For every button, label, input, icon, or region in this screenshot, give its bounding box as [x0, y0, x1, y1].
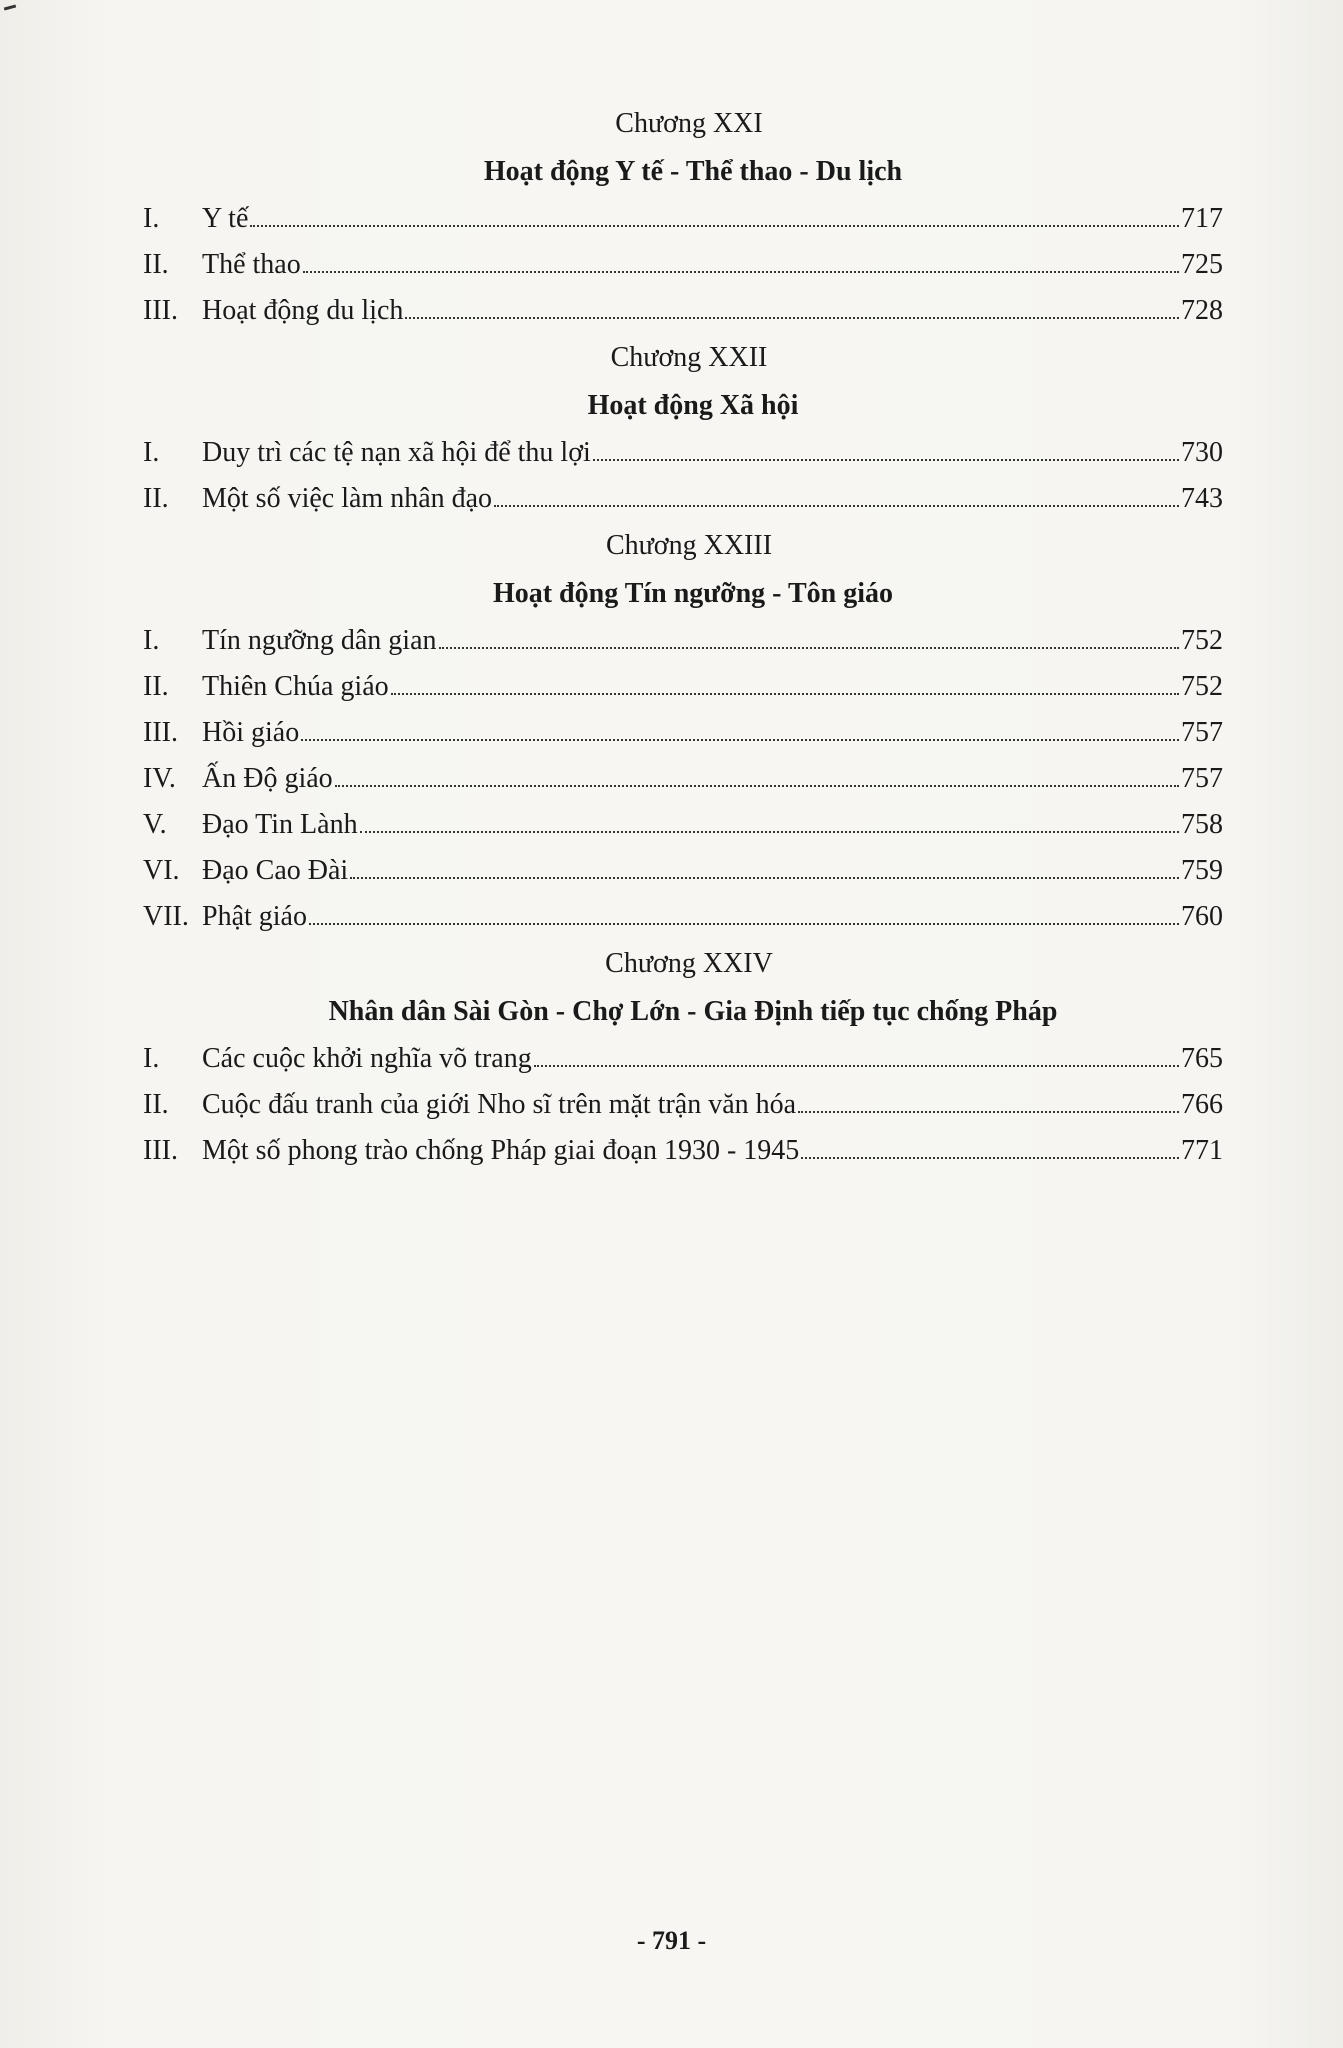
entry-page-number: 757 — [1181, 763, 1223, 794]
chapter-heading: Chương XXII — [610, 342, 768, 373]
entry-page-number: 752 — [1181, 625, 1223, 656]
entry-numeral: I. — [143, 203, 160, 234]
dot-leader — [593, 459, 1179, 461]
entry-title: Đạo Cao Đài — [202, 855, 349, 886]
dot-leader — [798, 1111, 1179, 1113]
entry-page-number: 757 — [1181, 717, 1223, 748]
scan-mark — [4, 4, 16, 10]
entry-title: Y tế — [202, 203, 249, 234]
toc-entry[interactable] — [143, 476, 1223, 522]
entry-page-number: 743 — [1181, 483, 1223, 514]
entry-title: Một số việc làm nhân đạo — [202, 483, 493, 514]
dot-leader — [494, 505, 1179, 507]
entry-numeral: II. — [143, 671, 169, 702]
dot-leader — [335, 785, 1179, 787]
entry-numeral: I. — [143, 1043, 160, 1074]
entry-numeral: III. — [143, 1135, 178, 1166]
dot-leader — [439, 647, 1180, 649]
entry-page-number: 758 — [1181, 809, 1223, 840]
toc-entry[interactable] — [143, 1128, 1223, 1174]
dot-leader — [350, 877, 1179, 879]
entry-numeral: IV. — [143, 763, 176, 794]
entry-title: Phật giáo — [202, 901, 307, 932]
entry-page-number: 759 — [1181, 855, 1223, 886]
entry-title: Ấn Độ giáo — [202, 763, 333, 794]
entry-title: Hoạt động du lịch — [202, 295, 404, 326]
toc-entry[interactable] — [143, 618, 1223, 664]
toc-entry[interactable] — [143, 242, 1223, 288]
entry-numeral: II. — [143, 249, 169, 280]
toc-entry[interactable] — [143, 664, 1223, 710]
entry-numeral: III. — [143, 717, 178, 748]
toc-entry[interactable] — [143, 756, 1223, 802]
dot-leader — [301, 739, 1179, 741]
toc-entry[interactable] — [143, 710, 1223, 756]
entry-title: Cuộc đấu tranh của giới Nho sĩ trên mặt trận văn hóa — [202, 1089, 797, 1120]
chapter-section — [143, 526, 1223, 940]
entry-title: Một số phong trào chống Pháp giai đoạn 1930 - 1945 — [202, 1135, 800, 1166]
entry-numeral: I. — [143, 625, 160, 656]
entry-title: Hồi giáo — [202, 717, 300, 748]
chapter-title: Hoạt động Xã hội — [587, 390, 799, 421]
entry-page-number: 728 — [1181, 295, 1223, 326]
toc-entry[interactable] — [143, 288, 1223, 334]
entry-page-number: 752 — [1181, 671, 1223, 702]
dot-leader — [250, 225, 1179, 227]
toc-entry[interactable] — [143, 1036, 1223, 1082]
entry-title: Thiên Chúa giáo — [202, 671, 389, 702]
entry-page-number: 717 — [1181, 203, 1223, 234]
entry-page-number: 766 — [1181, 1089, 1223, 1120]
dot-leader — [534, 1065, 1179, 1067]
entry-title: Thể thao — [202, 249, 301, 280]
chapter-section — [143, 944, 1223, 1174]
dot-leader — [391, 693, 1179, 695]
chapter-heading: Chương XXIII — [605, 530, 773, 561]
chapter-heading: Chương XXI — [615, 108, 763, 139]
dot-leader — [360, 831, 1179, 833]
entry-page-number: 771 — [1181, 1135, 1223, 1166]
dot-leader — [405, 317, 1179, 319]
entry-page-number: 760 — [1181, 901, 1223, 932]
entry-page-number: 765 — [1181, 1043, 1223, 1074]
entry-page-number: 730 — [1181, 437, 1223, 468]
toc-entry[interactable] — [143, 848, 1223, 894]
entry-title: Duy trì các tệ nạn xã hội để thu lợi — [202, 437, 591, 468]
chapter-section — [143, 338, 1223, 522]
entry-numeral: II. — [143, 1089, 169, 1120]
table-of-contents — [143, 104, 1223, 1178]
chapter-section — [143, 104, 1223, 334]
toc-entry[interactable] — [143, 1082, 1223, 1128]
dot-leader — [801, 1157, 1179, 1159]
toc-entry[interactable] — [143, 196, 1223, 242]
entry-numeral: II. — [143, 483, 169, 514]
entry-numeral: VI. — [143, 855, 180, 886]
chapter-title: Hoạt động Y tế - Thể thao - Du lịch — [483, 156, 903, 187]
entry-title: Các cuộc khởi nghĩa võ trang — [202, 1043, 532, 1074]
entry-numeral: III. — [143, 295, 178, 326]
entry-numeral: VII. — [143, 901, 189, 932]
entry-numeral: I. — [143, 437, 160, 468]
dot-leader — [303, 271, 1179, 273]
entry-numeral: V. — [143, 809, 167, 840]
chapter-heading: Chương XXIV — [605, 948, 773, 979]
toc-entry[interactable] — [143, 430, 1223, 476]
page-number: - 791 - — [636, 1926, 707, 1955]
toc-entry[interactable] — [143, 894, 1223, 940]
entry-page-number: 725 — [1181, 249, 1223, 280]
entry-title: Đạo Tin Lành — [202, 809, 358, 840]
entry-title: Tín ngưỡng dân gian — [202, 625, 437, 656]
chapter-title: Nhân dân Sài Gòn - Chợ Lớn - Gia Định tiếp tục chống Pháp — [328, 996, 1058, 1027]
toc-entry[interactable] — [143, 802, 1223, 848]
chapter-title: Hoạt động Tín ngưỡng - Tôn giáo — [492, 578, 894, 609]
dot-leader — [309, 923, 1179, 925]
